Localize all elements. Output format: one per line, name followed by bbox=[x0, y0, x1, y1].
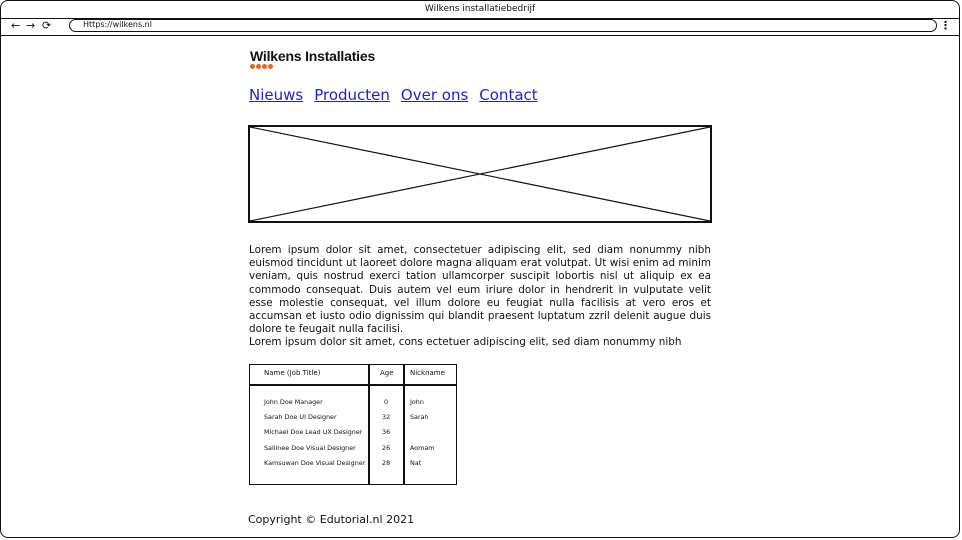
table-cell-nickname: John bbox=[410, 398, 424, 406]
paragraph: Lorem ipsum dolor sit amet, consectetuer adipiscing elit, sed diam nonummy nibh euismod tincidunt ut laoreet dolore magna aliquam erat volutpat. Ut wisi enim ad minim veniam, quis nostrud exerci tation ullamcorper suscipit lobortis nisl ut aliquip ex ea commodo consequat. Duis autem vel eum iriure dolor in hendrerit in vulputate velit esse molestie consequat, vel illum dolore eu feugiat nulla facilisis at vero eros et accumsan et iusto odio dignissim qui blandit praesent luptatum zzril delenit augue duis dolore te feugait nulla facilisi. bbox=[249, 244, 711, 336]
window-title: Wilkens installatiebedrijf bbox=[1, 1, 959, 19]
table-cell-nickname: Sarah bbox=[410, 413, 429, 421]
main-navigation bbox=[249, 86, 538, 104]
table-cell-age: 26 bbox=[382, 444, 391, 452]
placeholder-cross-icon bbox=[250, 127, 710, 221]
column-divider bbox=[368, 365, 370, 484]
nav-link-producten[interactable]: Producten bbox=[314, 86, 390, 104]
nav-link-over-ons[interactable]: Over ons bbox=[400, 86, 469, 104]
logo-dot bbox=[250, 64, 255, 69]
table-cell-name: John Doe Manager bbox=[264, 398, 323, 406]
table-cell-name: Sallinee Doe Visual Designer bbox=[264, 444, 356, 452]
table-cell-name: Kamsuwan Doe Visual Designer bbox=[264, 459, 366, 467]
back-arrow-icon[interactable]: ← bbox=[11, 19, 21, 32]
table-cell-age: 32 bbox=[382, 413, 391, 421]
footer-copyright: Copyright © Edutorial.nl 2021 bbox=[248, 513, 415, 526]
body-text bbox=[249, 244, 711, 350]
nav-link-contact[interactable]: Contact bbox=[479, 86, 538, 104]
table-cell-name: Michael Doe Lead UX Designer bbox=[264, 428, 363, 436]
logo-dot bbox=[256, 64, 261, 69]
column-divider bbox=[403, 365, 405, 484]
address-bar[interactable]: Https://wilkens.nl bbox=[69, 19, 937, 32]
brand-name: Wilkens Installaties bbox=[250, 48, 376, 64]
header-divider bbox=[250, 384, 456, 386]
table-cell-name: Sarah Doe UI Designer bbox=[264, 413, 337, 421]
column-header-nickname: Nickname bbox=[410, 369, 445, 377]
kebab-menu-icon[interactable]: ⋮ bbox=[940, 19, 951, 32]
hero-image-placeholder bbox=[248, 125, 712, 223]
forward-arrow-icon[interactable]: → bbox=[26, 19, 36, 32]
logo-dot bbox=[268, 64, 273, 69]
table-cell-age: 0 bbox=[384, 398, 389, 406]
table-cell-age: 28 bbox=[382, 459, 391, 467]
table-cell-age: 36 bbox=[382, 428, 391, 436]
browser-toolbar bbox=[1, 18, 959, 36]
nav-link-nieuws[interactable]: Nieuws bbox=[249, 86, 304, 104]
table-cell-nickname: Nat bbox=[410, 459, 422, 467]
brand-logo[interactable] bbox=[250, 48, 375, 69]
logo-dots-icon bbox=[250, 64, 375, 69]
column-header-name: Name (Job Title) bbox=[264, 369, 321, 377]
column-header-age: Age bbox=[380, 369, 394, 377]
paragraph: Lorem ipsum dolor sit amet, cons ectetuer adipiscing elit, sed diam nonummy nibh bbox=[249, 336, 682, 349]
people-table bbox=[249, 364, 457, 485]
table-cell-nickname: Aomam bbox=[410, 444, 435, 452]
reload-icon[interactable]: ⟳ bbox=[42, 19, 52, 32]
logo-dot bbox=[262, 64, 267, 69]
